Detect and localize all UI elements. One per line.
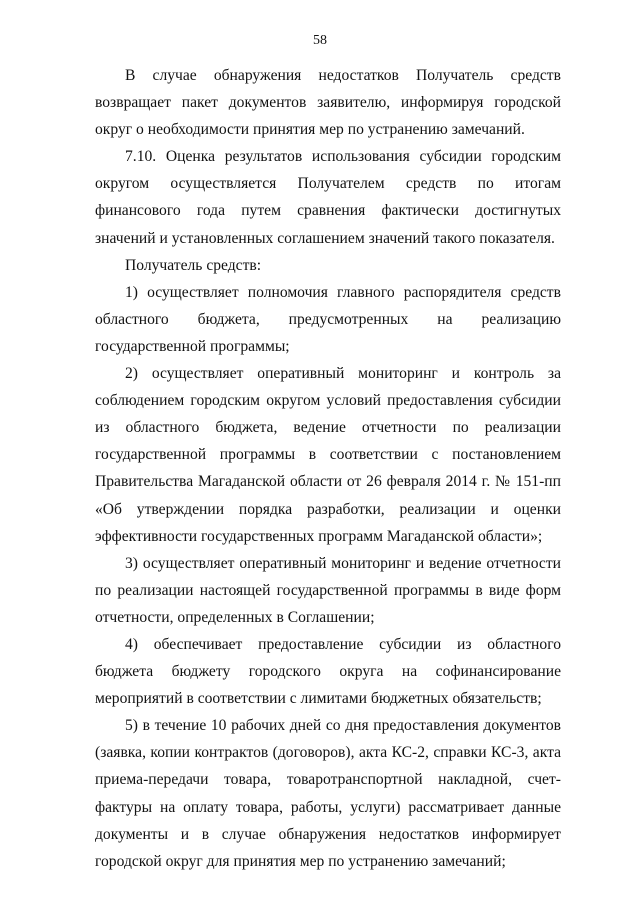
paragraph-return-documents: В случае обнаружения недостатков Получатель средств возвращает пакет документов заявителю, информируя городской округ о необходимости принятия мер по устранению замечаний. xyxy=(95,67,561,139)
page-number: 58 xyxy=(313,33,327,48)
paragraph-7-10-evaluation: 7.10. Оценка результатов использования субсидии городским округом осуществляется Получателем средств по итогам финансового года путем сравнения фактически достигнутых значений и установленных соглашением значений такого показателя. xyxy=(95,148,561,247)
paragraph-item-2: 2) осуществляет оперативный мониторинг и контроль за соблюдением городским округом условий предоставления субсидии из областного бюджета, ведение отчетности по реализации государственной программы в соответствии с постановлением Правительства Магаданской области от 26 февраля 2014 г. № 151-пп «Об утверждении порядка разработки, реализации и оценки эффективности государственных программ Магаданской области»; xyxy=(95,365,561,545)
paragraph-item-4: 4) обеспечивает предоставление субсидии из областного бюджета бюджету городского округа на софинансирование мероприятий в соответствии с лимитами бюджетных обязательств; xyxy=(95,635,561,708)
paragraph-item-1: 1) осуществляет полномочия главного распорядителя средств областного бюджета, предусмотренных на реализацию государственной программы; xyxy=(95,283,561,355)
paragraph-item-3: 3) осуществляет оперативный мониторинг и ведение отчетности по реализации настоящей государственной программы в виде форм отчетности, определенных в Соглашении; xyxy=(95,554,561,626)
paragraph-item-5: 5) в течение 10 рабочих дней со дня предоставления документов (заявка, копии контрактов (договоров), акта КС-2, справки КС-3, акта приема-передачи товара, товаротранспортной накладной, счет-фактуры на оплату товара, работы, услуги) рассматривает данные документы и в случае обнаружения недостатков информирует городской округ для принятия мер по устранению замечаний; xyxy=(95,717,561,870)
paragraph-recipient-heading: Получатель средств: xyxy=(125,256,262,274)
document-body xyxy=(95,62,561,875)
